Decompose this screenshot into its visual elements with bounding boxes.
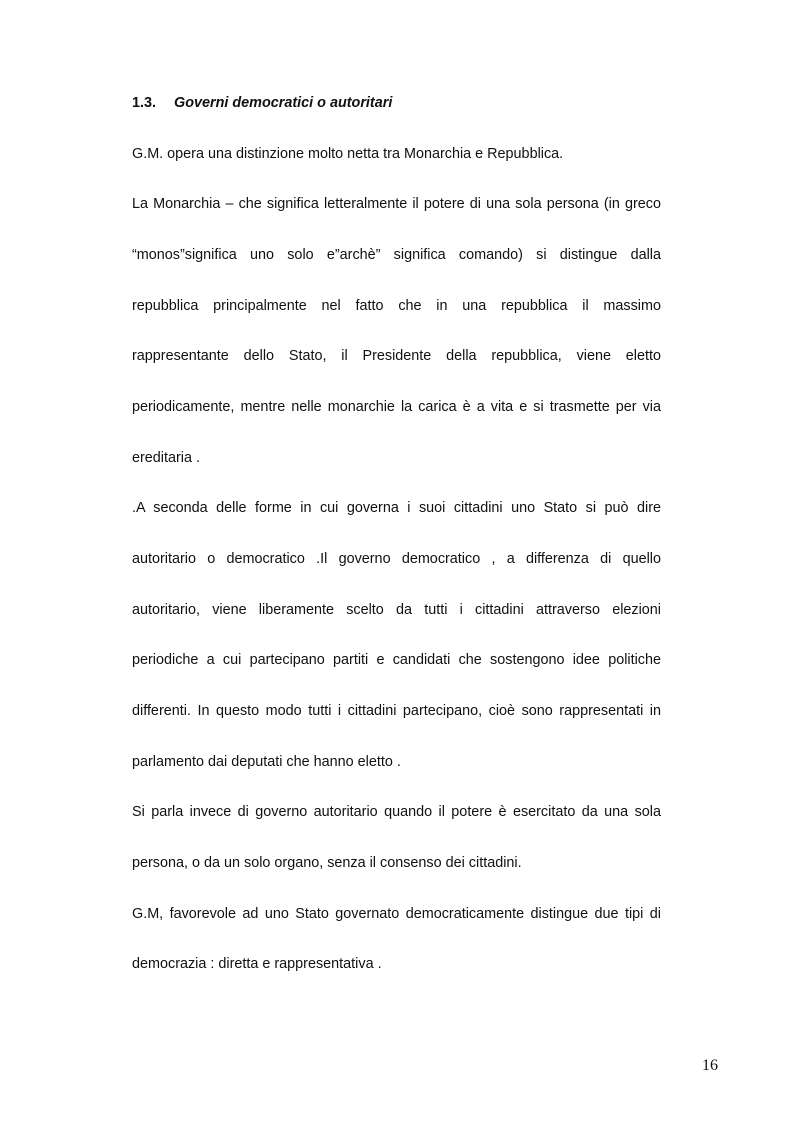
body-line: differenti. In questo modo tutti i cittadini partecipano, cioè sono rappresentati in — [132, 703, 661, 719]
section-heading — [132, 93, 392, 113]
section-title: Governi democratici o autoritari — [174, 95, 393, 111]
body-line: G.M, favorevole ad uno Stato governato democraticamente distingue due tipi di — [132, 906, 661, 922]
body-line: autoritario o democratico .Il governo democratico , a differenza di quello — [132, 551, 661, 567]
page-number: 16 — [702, 1057, 718, 1074]
section-number: 1.3. — [132, 95, 157, 111]
body-line: periodicamente, mentre nelle monarchie la carica è a vita e si trasmette per via — [132, 399, 661, 415]
body-line: G.M. opera una distinzione molto netta tra Monarchia e Repubblica. — [132, 146, 564, 162]
body-line: persona, o da un solo organo, senza il consenso dei cittadini. — [132, 855, 522, 871]
body-line: periodiche a cui partecipano partiti e candidati che sostengono idee politiche — [132, 652, 661, 668]
body-line: Si parla invece di governo autoritario quando il potere è esercitato da una sola — [132, 804, 661, 820]
body-line: rappresentante dello Stato, il Presidente della repubblica, viene eletto — [132, 348, 661, 364]
body-line: autoritario, viene liberamente scelto da tutti i cittadini attraverso elezioni — [132, 602, 661, 618]
body-line: ereditaria . — [132, 450, 200, 466]
body-line: “monos”significa uno solo e”archè” significa comando) si distingue dalla — [132, 247, 661, 263]
body-line: La Monarchia – che significa letteralmente il potere di una sola persona (in greco — [132, 196, 661, 212]
body-line: .A seconda delle forme in cui governa i suoi cittadini uno Stato si può dire — [132, 500, 661, 516]
body-line: democrazia : diretta e rappresentativa . — [132, 956, 382, 972]
body-line: parlamento dai deputati che hanno eletto . — [132, 754, 401, 770]
body-line: repubblica principalmente nel fatto che in una repubblica il massimo — [132, 298, 661, 314]
